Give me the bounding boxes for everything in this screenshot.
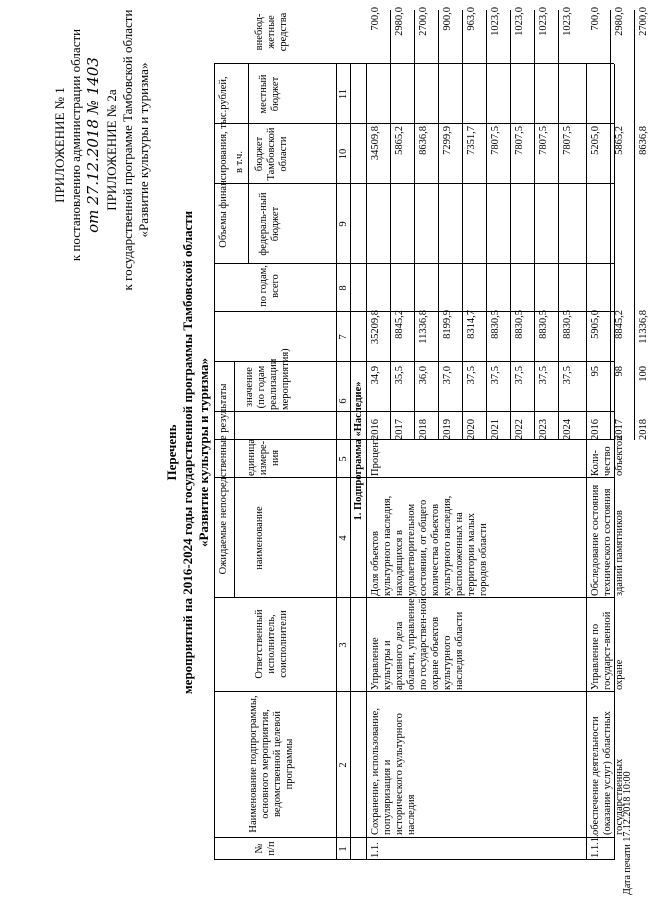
col-number: 5 <box>338 456 349 462</box>
year-value: 36,0 <box>418 366 429 385</box>
year-value: 37,5 <box>466 366 477 385</box>
year-total: 8845,2 <box>394 310 405 339</box>
doc-title: Перечень <box>164 424 179 481</box>
year-divider <box>510 10 511 440</box>
col-header-expected: Ожидаемые непосредственные результаты <box>218 383 229 575</box>
col-header-name: Наименование подпрограммы, основного мероприятия, ведомственной целевой программы <box>248 695 295 833</box>
doc-subtitle-2: «Развитие культуры и туризма» <box>196 357 211 548</box>
year-year: 2016 <box>370 419 381 440</box>
col-number: 6 <box>338 398 349 404</box>
row-resp: Управление культуры и архивного дела области, управление по государствен-ной охране объектов культурного наследия области <box>370 598 465 690</box>
year-value: 35,5 <box>394 366 405 385</box>
year-year: 2017 <box>394 419 405 440</box>
year-year: 2020 <box>466 419 477 440</box>
col-number: 11 <box>338 88 349 100</box>
year-value: 37,0 <box>442 366 453 385</box>
col-number: 8 <box>338 285 349 291</box>
year-year: 2022 <box>514 419 525 440</box>
row-unit: Коли-чество объектов <box>590 435 625 476</box>
year-reg: 8636,8 <box>638 126 649 155</box>
col-header-resp: Ответственный исполнитель, соисполнители <box>254 609 289 679</box>
year-reg: 5205,0 <box>590 126 601 155</box>
appendix-1-subtitle: к постановлению администрации области <box>68 28 83 262</box>
year-year: 2018 <box>638 419 649 440</box>
year-year: 2019 <box>442 419 453 440</box>
year-divider <box>438 10 439 440</box>
year-reg: 7807,5 <box>490 126 501 155</box>
year-ext: 1023,0 <box>514 7 525 36</box>
col-header-exp-unit: единица измере-ния <box>246 438 281 476</box>
year-total: 8830,5 <box>514 310 525 339</box>
year-year: 2017 <box>614 419 625 440</box>
year-divider <box>610 10 611 440</box>
year-divider <box>558 10 559 440</box>
year-year: 2023 <box>538 419 549 440</box>
row-num: 1.1.1. <box>590 834 601 858</box>
year-total: 8314,7 <box>466 310 477 339</box>
year-ext: 1023,0 <box>490 7 501 36</box>
year-total: 8830,5 <box>562 310 573 339</box>
year-reg: 7807,5 <box>562 126 573 155</box>
year-value: 98 <box>614 366 625 377</box>
year-reg: 8636,8 <box>418 126 429 155</box>
appendix-1-title: ПРИЛОЖЕНИЕ № 1 <box>52 87 67 203</box>
row-name: обеспечение деятельности (оказание услуг) областных государственных <box>590 711 625 835</box>
col-number: 3 <box>338 642 349 648</box>
appendix-2a-sub2: «Развитие культуры и туризма» <box>136 62 151 238</box>
year-year: 2024 <box>562 419 573 440</box>
year-ext: 900,0 <box>442 7 453 31</box>
appendix-1-handwritten-date: от 27.12.2018 № 1403 <box>84 57 102 233</box>
year-divider <box>390 10 391 440</box>
year-total: 8830,5 <box>490 310 501 339</box>
subprogram-title: 1. Подпрограмма «Наследие» <box>353 381 364 521</box>
year-divider <box>634 10 635 440</box>
row-resp: Управление по государст-венной охране <box>590 611 625 690</box>
col-header-reg: бюджет Тамбовской области <box>254 127 289 181</box>
year-reg: 5865,2 <box>614 126 625 155</box>
year-ext: 2700,0 <box>418 7 429 36</box>
year-reg: 7807,5 <box>514 126 525 155</box>
appendix-2a-title: ПРИЛОЖЕНИЕ № 2а <box>104 89 119 211</box>
year-year: 2018 <box>418 419 429 440</box>
col-header-exp-value: значение (по годам реализации мероприятия) <box>244 348 291 410</box>
year-total: 35209,8 <box>370 310 381 345</box>
row-unit: Процент <box>370 437 381 476</box>
doc-subtitle-1: мероприятий на 2016-2024 годы государственной программы Тамбовской области <box>180 210 195 695</box>
year-value: 37,5 <box>562 366 573 385</box>
year-ext: 700,0 <box>370 7 381 31</box>
col-header-loc: местный бюджет <box>258 74 281 114</box>
row-num: 1.1. <box>370 842 381 858</box>
year-ext: 2980,0 <box>614 7 625 36</box>
col-header-exp-name: наименование <box>254 506 265 570</box>
col-header-fed: федераль-ный бюджет <box>258 192 281 256</box>
year-total: 8830,5 <box>538 310 549 339</box>
year-value: 37,5 <box>490 366 501 385</box>
year-ext: 963,0 <box>466 7 477 31</box>
year-ext: 2700,0 <box>638 7 649 36</box>
col-number: 1 <box>338 846 349 852</box>
year-reg: 7351,7 <box>466 126 477 155</box>
col-number: 9 <box>338 221 349 227</box>
col-number: 7 <box>338 334 349 340</box>
year-reg: 7807,5 <box>538 126 549 155</box>
col-header-incl: в т.ч. <box>234 151 245 173</box>
year-divider <box>534 10 535 440</box>
col-header-num: № п/п <box>254 841 277 856</box>
year-total: 11336,8 <box>418 310 429 344</box>
year-total: 5905,0 <box>590 310 601 339</box>
year-divider <box>486 10 487 440</box>
year-ext: 1023,0 <box>562 7 573 36</box>
year-reg: 7299,9 <box>442 126 453 155</box>
year-total: 11336,8 <box>638 310 649 344</box>
year-value: 100 <box>638 366 649 382</box>
row-indicator: Доля объектов культурного наследия, находящихся в удовлетворительном состоянии, от общего количества объектов культурного наследия, расположенных на территории малых городов области <box>370 495 489 596</box>
year-ext: 700,0 <box>590 7 601 31</box>
year-value: 37,5 <box>538 366 549 385</box>
year-value: 37,5 <box>514 366 525 385</box>
year-ext: 1023,0 <box>538 7 549 36</box>
year-divider <box>462 10 463 440</box>
col-number: 10 <box>338 148 349 160</box>
year-year: 2021 <box>490 419 501 440</box>
year-ext: 2980,0 <box>394 7 405 36</box>
year-total: 8845,2 <box>614 310 625 339</box>
print-date: Дата печати 17.12.2018 10:00 <box>622 771 633 895</box>
year-reg: 5865,2 <box>394 126 405 155</box>
row-indicator: Обследование состояния технического состояния зданий памятников <box>590 484 625 596</box>
col-header-fin: Объемы финансирования, тыс.рублей, <box>218 76 229 248</box>
year-value: 95 <box>590 366 601 377</box>
col-header-ext: внебюд-жетные средства <box>254 12 289 52</box>
year-value: 34,9 <box>370 366 381 385</box>
year-divider <box>414 10 415 440</box>
col-number: 2 <box>338 762 349 768</box>
row-name: Сохранение, использование, популяризация и исторического культурного наследия <box>370 708 417 835</box>
col-header-by-year: по годам, всего <box>258 265 281 307</box>
year-reg: 34509,8 <box>370 126 381 161</box>
appendix-2a-sub1: к государственной программе Тамбовской области <box>120 9 135 291</box>
col-number: 4 <box>338 535 349 541</box>
year-year: 2016 <box>590 419 601 440</box>
year-total: 8199,9 <box>442 310 453 339</box>
